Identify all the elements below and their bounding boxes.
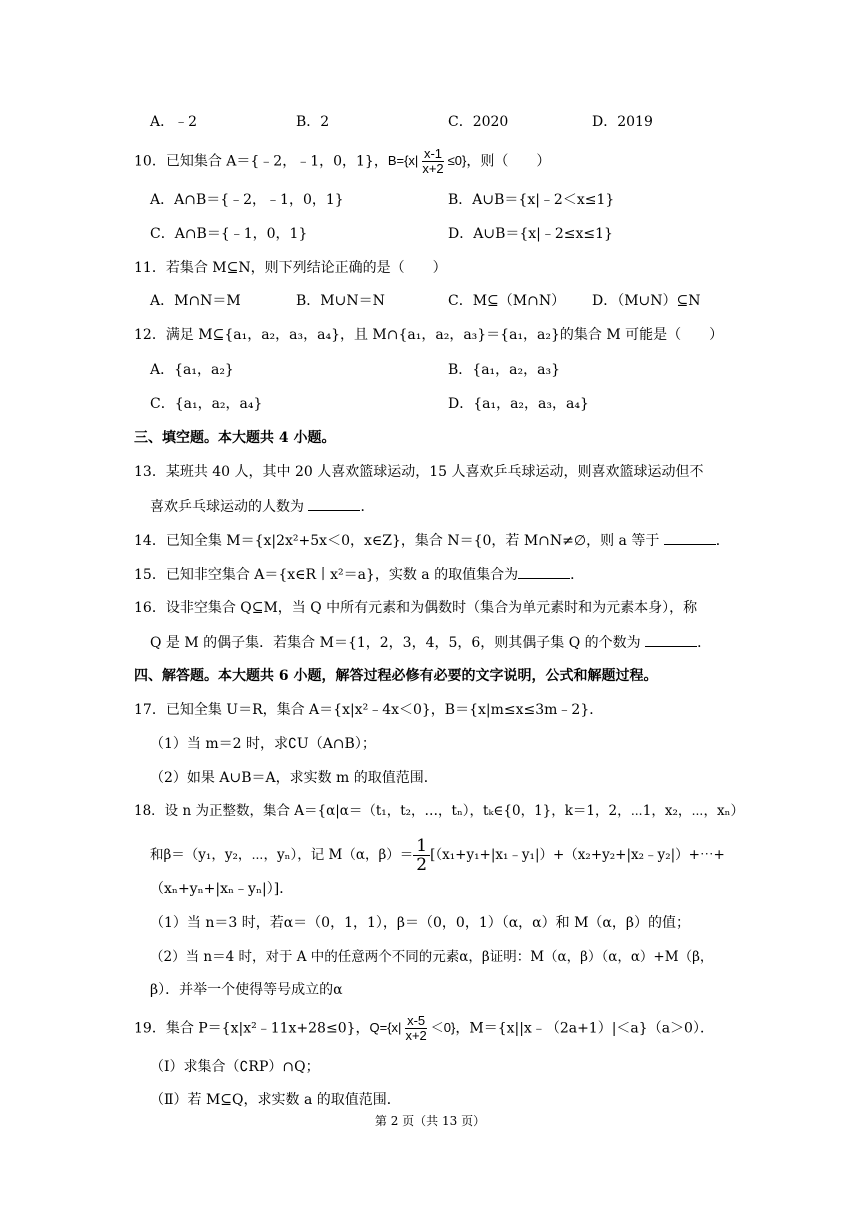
q15-text: 15．已知非空集合 A＝{x∈R丨x²＝a}，实数 a 的取值集合为 <box>134 567 519 583</box>
q10-stem-end: ，则（ ） <box>466 153 551 170</box>
page-footer: 第 2 页（共 13 页） <box>374 1114 486 1128</box>
q12-option-a: A．{a₁，a₂} <box>150 362 234 378</box>
q10-fraction-denominator: x+2 <box>422 161 444 176</box>
q18-half-fraction <box>413 837 430 874</box>
q19-part2: （Ⅱ）若 M⊆Q，求实数 a 的取值范围． <box>150 1092 401 1108</box>
q15-answer-blank <box>518 564 570 579</box>
q18-part2-line2: β）．并举一个使得等号成立的α <box>150 982 343 998</box>
q18-half-denominator: 2 <box>416 855 428 875</box>
q15-line <box>134 564 584 585</box>
q10-option-b: B．A∪B＝{x|﹣2＜x≤1} <box>448 192 615 208</box>
q11-option-c: C．M⊆（M∩N） <box>448 293 566 309</box>
q10-b-suffix: ≤0} <box>447 152 467 168</box>
q19-fraction <box>403 1014 428 1043</box>
q14-text: 14．已知全集 M＝{x|2x²+5x＜0，x∈Z}，集合 N＝{0，若 M∩N≠∅，则 a 等于 <box>134 533 660 549</box>
q13-line2 <box>150 496 374 517</box>
section-fill-in-heading: 三、填空题。本大题共 4 小题。 <box>134 430 336 446</box>
q17-part1: （1）当 m＝2 时，求∁U（A∩B）； <box>150 736 376 752</box>
q14-line <box>134 530 730 551</box>
q19-q-suffix: ＜0} <box>430 1019 456 1035</box>
q9-option-b: B．2 <box>296 114 330 130</box>
q19-q-prefix: Q={x| <box>369 1019 402 1035</box>
q9-option-a: A．﹣2 <box>150 114 198 130</box>
q19-set-q-formula <box>370 1014 456 1043</box>
q16-line2 <box>150 632 711 653</box>
q11-option-a: A．M∩N＝M <box>150 293 241 309</box>
q11-option-d: D．（M∪N）⊆N <box>592 293 701 309</box>
q19-stem-text: 19．集合 P＝{x|x²﹣11x+28≤0}， <box>134 1020 370 1037</box>
q19-stem-end: ，M＝{x||x﹣（2a+1）|＜a}（a＞0）． <box>455 1020 714 1037</box>
q19-part1: （Ⅰ）求集合（∁RP）∩Q； <box>150 1059 320 1075</box>
q9-option-d: D．2019 <box>592 114 653 130</box>
q12-option-b: B．{a₁，a₂，a₃} <box>448 362 560 378</box>
q18-line3: （xₙ+yₙ+|xₙ﹣yₙ|）]． <box>150 881 294 897</box>
q17-stem: 17．已知全集 U＝R，集合 A＝{x|x²﹣4x＜0}，B＝{x|m≤x≤3m﹣2}． <box>134 702 604 718</box>
q12-stem: 12．满足 M⊆{a₁，a₂，a₃，a₄}，且 M∩{a₁，a₂，a₃}＝{a₁，a₂}的集合 M 可能是（ ） <box>134 327 724 343</box>
q16-line2-text: Q 是 M 的偶子集．若集合 M＝{1，2，3，4，5，6，则其偶子集 Q 的个数为 <box>150 635 641 651</box>
q10-b-prefix: B={x| <box>387 152 419 168</box>
q17-part2: （2）如果 A∪B＝A，求实数 m 的取值范围． <box>150 770 438 786</box>
q18-part1: （1）当 n＝3 时，若α＝（0，1，1），β＝（0，0，1）（α，α）和 M（α，β）的值； <box>150 915 690 931</box>
q10-stem <box>134 147 550 176</box>
q13-line2-text: 喜欢乒乓球运动的人数为 <box>150 499 304 515</box>
q14-answer-blank <box>664 530 716 545</box>
q12-option-c: C．{a₁，a₂，a₄} <box>150 396 263 412</box>
q13-answer-blank <box>308 496 360 511</box>
q19-stem <box>134 1014 714 1043</box>
q10-fraction <box>420 147 445 176</box>
q18-line2 <box>150 836 725 874</box>
q10-option-a: A．A∩B＝{﹣2，﹣1，0，1} <box>150 192 344 208</box>
q19-fraction-numerator: x-5 <box>407 1013 426 1028</box>
q18-half-numerator: 1 <box>413 837 430 856</box>
q15-end: ． <box>570 567 585 583</box>
q13-line1: 13．某班共 40 人，其中 20 人喜欢篮球运动，15 人喜欢乒乓球运动，则喜欢篮球运动但不 <box>134 464 704 480</box>
q10-fraction-numerator: x-1 <box>423 146 442 161</box>
q16-line1: 16．设非空集合 Q⊆M，当 Q 中所有元素和为偶数时（集合为单元素时和为元素本身），称 <box>134 600 698 616</box>
q16-answer-blank <box>645 632 697 647</box>
q19-fraction-denominator: x+2 <box>405 1028 427 1043</box>
q10-option-c: C．A∩B＝{﹣1，0，1} <box>150 226 308 242</box>
q18-line2-sum: [（x₁+y₁+|x₁﹣y₁|）+（x₂+y₂+|x₂﹣y₂|）+⋯+ <box>430 847 725 863</box>
q11-stem: 11．若集合 M⊆N，则下列结论正确的是（ ） <box>134 260 447 276</box>
q13-line2-end: ． <box>360 499 375 515</box>
q10-set-b-formula <box>388 147 467 176</box>
q16-line2-end: ． <box>697 635 712 651</box>
q11-option-b: B．M∪N＝N <box>296 293 385 309</box>
section-solution-heading: 四、解答题。本大题共 6 小题，解答过程必修有必要的文字说明，公式和解题过程。 <box>134 668 658 684</box>
q10-option-d: D．A∪B＝{x|﹣2≤x≤1} <box>448 226 613 242</box>
q18-line1: 18．设 n 为正整数，集合 A＝{α|α＝（t₁，t₂，…，tₙ），tₖ∈{0，1}，k＝1，2，⋯1，x₂，⋯，xₙ） <box>134 803 744 819</box>
q9-option-c: C．2020 <box>448 114 509 130</box>
q12-option-d: D．{a₁，a₂，a₃，a₄} <box>448 396 589 412</box>
q18-line2-text: 和β＝（y₁，y₂，⋯，yₙ），记 M（α，β）＝ <box>150 847 414 863</box>
q14-end: ． <box>715 533 730 549</box>
q10-stem-text: 10．已知集合 A＝{﹣2，﹣1，0，1}， <box>134 153 388 170</box>
q18-part2-line1: （2）当 n＝4 时，对于 A 中的任意两个不同的元素α，β证明：M（α，β）（α，α）+M（β， <box>150 949 714 965</box>
